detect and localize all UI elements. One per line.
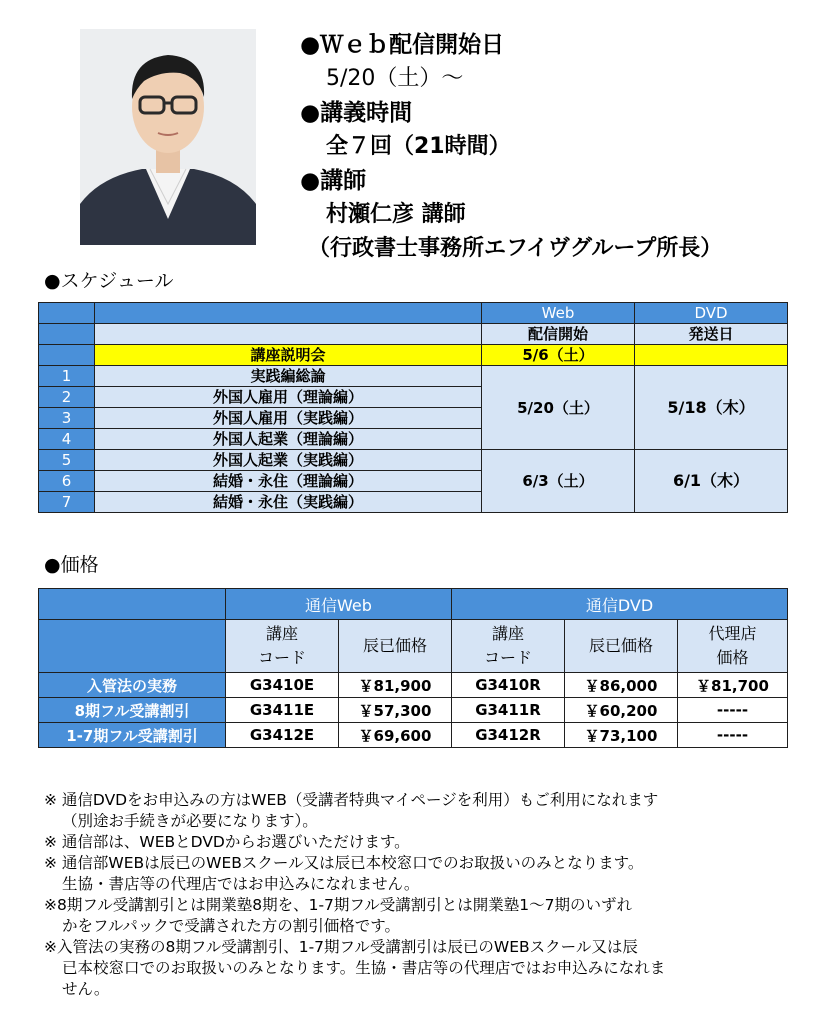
group1-dvd-date: 5/18（木） [635, 366, 788, 450]
note-line: ※8期フル受講割引とは開業塾8期を、1-7期フル受講割引とは開業塾1～7期のいずれ [44, 896, 633, 914]
schedule-title-header [95, 303, 482, 324]
session-title: 実践編総論 [95, 366, 482, 387]
session-num: 3 [39, 408, 95, 429]
price-heading: ●価格 [44, 554, 99, 576]
course-name: 1-7期フル受講割引 [39, 723, 226, 748]
web-code: G3412E [226, 723, 339, 748]
web-start-value: 5/20（土）～ [326, 66, 464, 91]
session-num: 2 [39, 387, 95, 408]
note-line: ※ 通信部WEBは辰已のWEBスクール又は辰已本校窓口でのお取扱いのみとなります。 [44, 854, 644, 872]
web-subheader: 配信開始 [482, 324, 635, 345]
course-name: 8期フル受講割引 [39, 698, 226, 723]
group1-web-date: 5/20（土） [482, 366, 635, 450]
note-line: 已本校窓口でのお取扱いのみとなります。生協・書店等の代理店ではお申込みになれま [62, 959, 666, 977]
code-header-line1: 講座 [491, 624, 524, 643]
note-line: ※ 通信DVDをお申込みの方はWEB（受講者特典マイページを利用）もご利用になれます [44, 791, 659, 809]
agent-header-line2: 価格 [716, 648, 749, 667]
agent-price: ￥81,700 [678, 673, 788, 698]
agent-price: ----- [678, 723, 788, 748]
note-line: ※ 通信部は、WEBとDVDからお選びいただけます。 [44, 833, 410, 851]
note-line: （別途お手続きが必要になります）。 [62, 812, 318, 830]
web-header: Web [482, 303, 635, 324]
note-line: ※入管法の実務の8期フル受講割引、1-7期フル受講割引は辰已のWEBスクール又は辰 [44, 938, 638, 956]
web-price: ￥81,900 [339, 673, 452, 698]
web-code: G3410E [226, 673, 339, 698]
note [44, 895, 814, 937]
schedule-corner [39, 303, 95, 324]
web-group-header: 通信Web [226, 589, 452, 620]
intro-dvd-date [635, 345, 788, 366]
price-table [38, 588, 788, 748]
schedule-corner-2 [39, 324, 95, 345]
schedule-table [38, 302, 788, 513]
agent-price-header [678, 620, 788, 673]
intro-web-date: 5/6（土） [482, 345, 635, 366]
agent-header-line1: 代理店 [708, 624, 757, 643]
instructor-affiliation: （行政書士事務所エフイヴグループ所長） [308, 236, 723, 261]
group2-dvd-date: 6/1（木） [635, 450, 788, 513]
dvd-group-header: 通信DVD [452, 589, 788, 620]
session-num: 5 [39, 450, 95, 471]
web-price: ￥57,300 [339, 698, 452, 723]
course-info [300, 28, 810, 266]
note [44, 853, 814, 895]
instructor-name: 村瀬仁彦 講師 [326, 202, 466, 227]
web-code-header [226, 620, 339, 673]
lecture-time-heading: ●講義時間 [300, 100, 413, 126]
web-price: ￥69,600 [339, 723, 452, 748]
dvd-price: ￥73,100 [565, 723, 678, 748]
web-price-header: 辰已価格 [339, 620, 452, 673]
session-title: 外国人雇用（実践編） [95, 408, 482, 429]
price-row [39, 673, 788, 698]
agent-price: ----- [678, 698, 788, 723]
dvd-code: G3411R [452, 698, 565, 723]
dvd-code-header [452, 620, 565, 673]
price-row [39, 698, 788, 723]
code-header-line2: コード [257, 648, 306, 667]
session-num: 1 [39, 366, 95, 387]
code-header-line1: 講座 [265, 624, 298, 643]
dvd-code: G3412R [452, 723, 565, 748]
note [44, 937, 814, 1000]
session-num: 7 [39, 492, 95, 513]
note [44, 832, 814, 853]
web-start-heading: ●Ｗｅｂ配信開始日 [300, 32, 505, 58]
dvd-price: ￥60,200 [565, 698, 678, 723]
code-header-line2: コード [483, 648, 532, 667]
schedule-heading: ●スケジュール [44, 270, 174, 292]
schedule-sub-blank [95, 324, 482, 345]
session-title: 外国人起業（理論編） [95, 429, 482, 450]
session-title: 外国人雇用（理論編） [95, 387, 482, 408]
price-corner-2 [39, 620, 226, 673]
session-title: 結婚・永住（実践編） [95, 492, 482, 513]
dvd-subheader: 発送日 [635, 324, 788, 345]
session-title: 結婚・永住（理論編） [95, 471, 482, 492]
web-code: G3411E [226, 698, 339, 723]
dvd-code: G3410R [452, 673, 565, 698]
note-line: せん。 [62, 980, 110, 998]
session-num: 6 [39, 471, 95, 492]
note [44, 790, 814, 832]
intro-num [39, 345, 95, 366]
intro-title: 講座説明会 [95, 345, 482, 366]
price-corner [39, 589, 226, 620]
group2-web-date: 6/3（土） [482, 450, 635, 513]
session-title: 外国人起業（実践編） [95, 450, 482, 471]
course-name: 入管法の実務 [39, 673, 226, 698]
price-row [39, 723, 788, 748]
lecture-time-value: 全７回（21時間） [326, 134, 511, 159]
instructor-heading: ●講師 [300, 168, 367, 194]
note-line: 生協・書店等の代理店ではお申込みになれません。 [62, 875, 420, 893]
dvd-header: DVD [635, 303, 788, 324]
dvd-price: ￥86,000 [565, 673, 678, 698]
notes [44, 790, 814, 1000]
instructor-photo [80, 29, 256, 245]
dvd-price-header: 辰已価格 [565, 620, 678, 673]
session-num: 4 [39, 429, 95, 450]
note-line: かをフルパックで受講された方の割引価格です。 [62, 917, 401, 935]
